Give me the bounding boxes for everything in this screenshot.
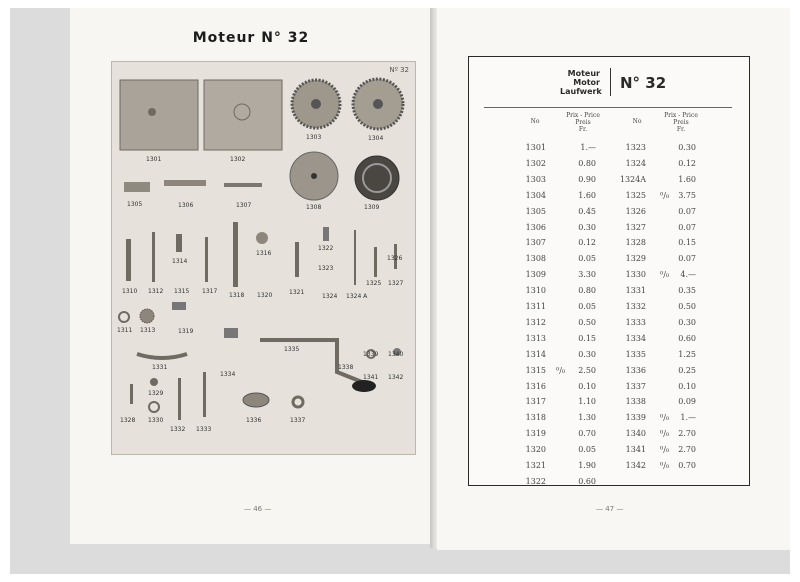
- item-number: 1306: [525, 222, 546, 232]
- item-number: 1323: [625, 143, 646, 152]
- item-number: 1321: [525, 461, 546, 470]
- item-price: 0.80: [578, 286, 596, 296]
- item-number: 1331: [625, 286, 646, 296]
- table-header-number: N° 32: [620, 74, 667, 92]
- item-number: 1336: [625, 365, 646, 375]
- part-label: 1308: [306, 204, 322, 211]
- item-price: 0.50: [678, 302, 696, 311]
- item-unit-mark: ⁰/₀: [660, 445, 670, 455]
- item-price: 0.15: [678, 238, 696, 248]
- part-label: 1323: [318, 265, 334, 272]
- item-number: 1326: [625, 206, 646, 216]
- item-number: 1337: [625, 381, 646, 391]
- item-price: 1.—: [680, 413, 696, 423]
- item-price: 0.12: [678, 158, 696, 168]
- item-price: 0.30: [678, 143, 696, 152]
- item-price: 3.75: [678, 190, 696, 200]
- item-price: 0.70: [678, 461, 696, 470]
- item-number: 1335: [625, 349, 646, 359]
- item-price: 0.90: [578, 174, 596, 184]
- part-label: 1311: [117, 327, 133, 334]
- price-header-line: Prix - Price: [566, 112, 600, 119]
- header-separator: [610, 68, 611, 96]
- column-header-no-left: No: [530, 118, 540, 125]
- item-number: 1316: [525, 381, 546, 391]
- column-header-price-left: [556, 112, 610, 133]
- part-label: 1319: [178, 328, 194, 335]
- item-number: 1313: [525, 333, 546, 343]
- item-number: 1339: [625, 413, 646, 423]
- item-price: 0.07: [678, 222, 696, 232]
- item-number: 1322: [525, 476, 546, 486]
- part-label: 1336: [246, 417, 262, 424]
- part-label: 1324: [322, 293, 338, 300]
- part-label: 1326: [387, 255, 403, 262]
- part-label: 1327: [388, 280, 404, 287]
- item-number: 1320: [525, 445, 546, 455]
- part-label: 1320: [257, 292, 273, 299]
- part-label: 1341: [363, 374, 379, 381]
- part-label: 1330: [148, 417, 164, 424]
- price-header-line: Fr.: [676, 126, 686, 133]
- part-label: 1315: [174, 288, 190, 295]
- part-label: 1303: [306, 134, 322, 141]
- header-name-en: Motor: [573, 78, 600, 87]
- part-label: 1338: [338, 364, 354, 371]
- item-price: 0.60: [578, 476, 596, 486]
- item-price: 1.10: [578, 397, 596, 407]
- part-label: 1302: [230, 156, 246, 163]
- part-label: 1306: [178, 202, 194, 209]
- item-number: 1304: [525, 190, 546, 200]
- item-number: 1308: [525, 254, 546, 264]
- item-unit-mark: ⁰/₀: [660, 413, 670, 423]
- price-header-line: Preis: [575, 119, 591, 126]
- item-number: 1317: [525, 397, 546, 407]
- part-label: 1325: [366, 280, 382, 287]
- right-folio: — 47 —: [596, 505, 624, 513]
- item-price: 2.50: [578, 365, 596, 375]
- part-label: 1340: [388, 351, 404, 358]
- part-label: 1316: [256, 250, 272, 257]
- price-header-line: Prix - Price: [664, 112, 698, 119]
- item-price: 0.30: [578, 349, 596, 359]
- part-label: 1342: [388, 374, 404, 381]
- part-label: 1332: [170, 426, 186, 433]
- part-label: 1304: [368, 135, 384, 142]
- part-label: 1313: [140, 327, 156, 334]
- table-header-names: [560, 69, 600, 96]
- item-price: 1.60: [578, 190, 596, 200]
- item-number: 1328: [625, 238, 646, 248]
- left-folio: — 46 —: [244, 505, 272, 513]
- item-number: 1324: [625, 158, 646, 168]
- item-number: 1312: [525, 317, 546, 327]
- item-price: 0.45: [578, 206, 596, 216]
- price-header-line: Preis: [673, 119, 689, 126]
- part-label: 1329: [148, 390, 164, 397]
- item-price: 1.—: [580, 143, 596, 152]
- part-label: 1310: [122, 288, 138, 295]
- part-label: 1312: [148, 288, 164, 295]
- part-label: 1333: [196, 426, 212, 433]
- header-name-fr: Moteur: [567, 69, 600, 78]
- part-label: 1321: [289, 289, 305, 296]
- item-number: 1329: [625, 254, 646, 264]
- item-number: 1309: [525, 270, 546, 280]
- column-header-no-right: No: [632, 118, 642, 125]
- header-rule: [484, 107, 732, 108]
- left-page-title: Moteur N° 32: [192, 30, 310, 46]
- item-price: 0.09: [678, 397, 696, 407]
- item-number: 1324A: [619, 174, 646, 184]
- item-price: 0.05: [578, 302, 596, 311]
- price-header-line: Fr.: [578, 126, 588, 133]
- item-number: 1334: [625, 333, 646, 343]
- item-number: 1325: [625, 190, 646, 200]
- part-label: 1322: [318, 245, 334, 252]
- item-price: 0.60: [678, 333, 696, 343]
- item-price: 1.60: [678, 174, 696, 184]
- item-price: 4.—: [680, 270, 696, 280]
- part-label: 1331: [152, 364, 168, 371]
- header-name-de: Laufwerk: [560, 87, 602, 96]
- item-price: 0.35: [678, 286, 696, 296]
- item-unit-mark: ⁰/₀: [660, 461, 670, 470]
- item-number: 1310: [525, 286, 546, 296]
- item-unit-mark: ⁰/₀: [660, 429, 670, 439]
- item-price: 1.90: [578, 461, 596, 470]
- part-label: 1328: [120, 417, 136, 424]
- part-label: 1301: [146, 156, 162, 163]
- item-unit-mark: ⁰/₀: [660, 270, 670, 280]
- parts-photo-plate: [111, 61, 416, 455]
- part-label: 1334: [220, 371, 236, 378]
- item-unit-mark: ⁰/₀: [556, 365, 566, 375]
- item-price: 1.30: [578, 413, 596, 423]
- item-price: 0.07: [678, 206, 696, 216]
- item-price: 0.25: [678, 365, 696, 375]
- item-number: 1301: [525, 143, 546, 152]
- item-number: 1341: [625, 445, 646, 455]
- part-label: 1339: [363, 351, 379, 358]
- item-price: 0.05: [578, 254, 596, 264]
- item-price: 0.30: [678, 317, 696, 327]
- part-label: 1305: [127, 201, 143, 208]
- item-number: 1314: [525, 349, 546, 359]
- part-label: 1314: [172, 258, 188, 265]
- item-number: 1338: [625, 397, 646, 407]
- item-price: 0.80: [578, 158, 596, 168]
- part-label: 1309: [364, 204, 380, 211]
- item-number: 1315: [525, 365, 546, 375]
- item-price: 0.30: [578, 222, 596, 232]
- item-number: 1318: [525, 413, 546, 423]
- part-label: 1324 A: [346, 293, 368, 300]
- item-price: 0.50: [578, 317, 596, 327]
- item-number: 1340: [625, 429, 646, 439]
- part-label: 1337: [290, 417, 306, 424]
- item-price: 0.12: [578, 238, 596, 248]
- item-number: 1319: [525, 429, 546, 439]
- item-number: 1311: [525, 302, 546, 311]
- item-price: 1.25: [678, 349, 696, 359]
- item-number: 1307: [525, 238, 546, 248]
- item-price: 0.70: [578, 429, 596, 439]
- item-price: 2.70: [678, 429, 696, 439]
- item-price: 0.10: [578, 381, 596, 391]
- part-label: 1318: [229, 292, 245, 299]
- item-number: 1303: [525, 174, 546, 184]
- item-price: 3.30: [578, 270, 596, 280]
- column-header-price-right: [654, 112, 708, 133]
- item-number: 1330: [625, 270, 646, 280]
- item-number: 1332: [625, 302, 646, 311]
- part-label: 1307: [236, 202, 252, 209]
- item-price: 0.05: [578, 445, 596, 455]
- part-label: 1317: [202, 288, 218, 295]
- item-number: 1333: [625, 317, 646, 327]
- item-price: 0.10: [678, 381, 696, 391]
- item-price: 0.15: [578, 333, 596, 343]
- item-number: 1342: [625, 461, 646, 470]
- item-number: 1327: [625, 222, 646, 232]
- item-price: 0.07: [678, 254, 696, 264]
- item-unit-mark: ⁰/₀: [660, 190, 670, 200]
- item-price: 2.70: [678, 445, 696, 455]
- item-number: 1305: [525, 206, 546, 216]
- plate-number: Nº 32: [389, 66, 409, 74]
- item-number: 1302: [525, 158, 546, 168]
- part-label: 1335: [284, 346, 300, 353]
